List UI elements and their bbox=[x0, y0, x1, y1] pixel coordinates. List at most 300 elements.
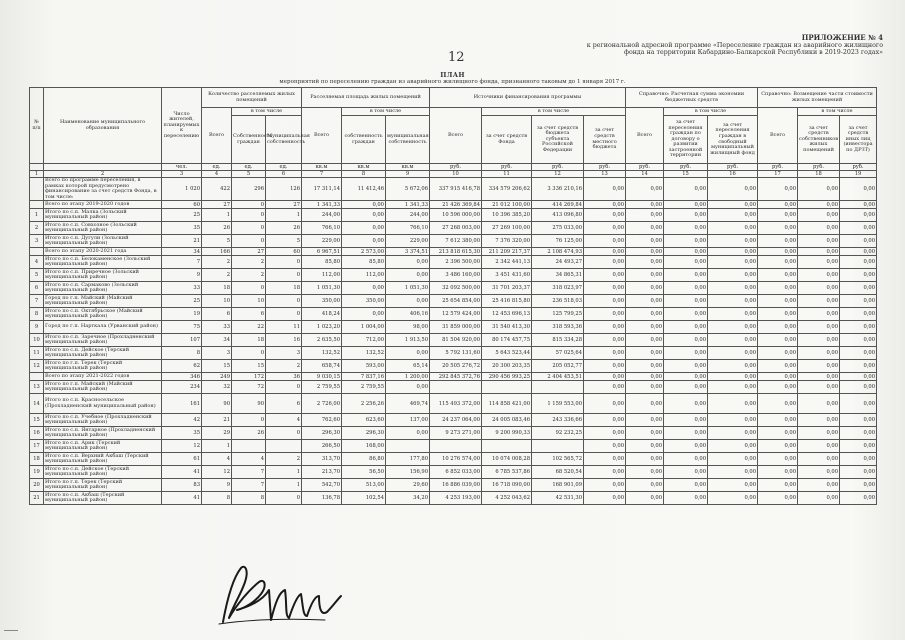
table-cell bbox=[482, 381, 532, 394]
table-cell: 350,00 bbox=[342, 295, 386, 308]
municipality-name: Город по г.п. Нарткала (Урванский район) bbox=[44, 321, 162, 334]
table-cell: 102 565,72 bbox=[532, 453, 584, 466]
column-number-cell: 5 bbox=[232, 171, 266, 178]
table-cell: 0,00 bbox=[798, 209, 840, 222]
municipality-name: Итого по с.п. Дейское (Терский муниципальный район) bbox=[44, 347, 162, 360]
table-cell: 290 456 993,25 bbox=[482, 373, 532, 381]
table-cell: 0,00 bbox=[798, 248, 840, 256]
table-cell: 17 311,14 bbox=[302, 178, 342, 201]
table-cell: 0,00 bbox=[664, 209, 708, 222]
column-number-cell: 12 bbox=[532, 171, 584, 178]
table-cell: 86,80 bbox=[342, 453, 386, 466]
table-cell: 0,00 bbox=[626, 414, 664, 427]
table-cell: 2 726,00 bbox=[302, 394, 342, 414]
table-cell: 712,00 bbox=[342, 334, 386, 347]
table-cell: 31 540 413,30 bbox=[482, 321, 532, 334]
table-cell: 0,00 bbox=[664, 479, 708, 492]
table-cell: 34 bbox=[162, 248, 202, 256]
table-cell: 34 865,31 bbox=[532, 269, 584, 282]
table-cell: 0,00 bbox=[664, 256, 708, 269]
table-cell: 12 453 696,13 bbox=[482, 308, 532, 321]
table-cell: 3 486 160,00 bbox=[430, 269, 482, 282]
table-cell: 156,90 bbox=[386, 466, 430, 479]
table-cell: 41 bbox=[162, 492, 202, 505]
table-row bbox=[30, 394, 877, 414]
table-cell: 0,00 bbox=[758, 269, 798, 282]
table-row bbox=[30, 466, 877, 479]
table-cell: 0,00 bbox=[708, 178, 758, 201]
table-cell: 0 bbox=[266, 269, 302, 282]
table-cell: 0,00 bbox=[758, 360, 798, 373]
table-cell: 0,00 bbox=[626, 256, 664, 269]
table-cell: 0,00 bbox=[584, 178, 626, 201]
table-cell: 337 915 416,78 bbox=[430, 178, 482, 201]
table-cell: 4 253 193,00 bbox=[430, 492, 482, 505]
table-cell: 16 bbox=[266, 334, 302, 347]
table-cell: 26 bbox=[266, 222, 302, 235]
table-cell: 0,00 bbox=[798, 222, 840, 235]
table-cell: 3 336 210,16 bbox=[532, 178, 584, 201]
column-number-cell: 14 bbox=[626, 171, 664, 178]
table-cell: 0,00 bbox=[840, 427, 877, 440]
table-cell: 0,00 bbox=[386, 427, 430, 440]
table-cell: 102,54 bbox=[342, 492, 386, 505]
table-cell: 0,00 bbox=[758, 308, 798, 321]
table-cell: 0,00 bbox=[664, 235, 708, 248]
table-cell: 0 bbox=[232, 201, 266, 209]
table-cell: 0,00 bbox=[708, 256, 758, 269]
unit-cell: ед. bbox=[202, 164, 232, 171]
table-cell: 1 bbox=[202, 209, 232, 222]
table-cell bbox=[430, 440, 482, 453]
column-number-cell: 17 bbox=[758, 171, 798, 178]
table-cell: 0,00 bbox=[758, 466, 798, 479]
table-cell: 10 276 574,00 bbox=[430, 453, 482, 466]
municipality-name: Итого по с.п. Октябрьское (Майский муниципальный район) bbox=[44, 308, 162, 321]
table-cell: 83 bbox=[162, 479, 202, 492]
table-cell: 125 799,25 bbox=[532, 308, 584, 321]
table-cell: 0,00 bbox=[584, 334, 626, 347]
table-cell: 0,00 bbox=[798, 256, 840, 269]
table-cell: 0,00 bbox=[584, 440, 626, 453]
table-cell: 2 bbox=[266, 360, 302, 373]
table-cell: 0,00 bbox=[626, 479, 664, 492]
table-cell: 90 bbox=[202, 394, 232, 414]
table-cell: 3 bbox=[202, 347, 232, 360]
column-number-cell: 9 bbox=[386, 171, 430, 178]
table-cell: 0,00 bbox=[708, 321, 758, 334]
table-cell: 10 bbox=[202, 295, 232, 308]
table-cell: 0,00 bbox=[664, 222, 708, 235]
table-cell: 623,60 bbox=[342, 414, 386, 427]
table-cell: 0,00 bbox=[626, 248, 664, 256]
table-cell: 0,00 bbox=[840, 453, 877, 466]
table-cell: 0,00 bbox=[708, 308, 758, 321]
table-cell: 7 bbox=[162, 256, 202, 269]
table-cell: 0,00 bbox=[798, 201, 840, 209]
table-cell: 0,00 bbox=[342, 209, 386, 222]
table-cell: 0,00 bbox=[798, 373, 840, 381]
table-cell: 0,00 bbox=[758, 427, 798, 440]
table-cell: 0,00 bbox=[584, 492, 626, 505]
table-row bbox=[30, 269, 877, 282]
table-cell: 0,00 bbox=[798, 360, 840, 373]
table-cell: 0,00 bbox=[840, 178, 877, 201]
table-cell: 132,52 bbox=[342, 347, 386, 360]
table-cell: 15 bbox=[202, 360, 232, 373]
table-cell: 0,00 bbox=[758, 414, 798, 427]
table-cell: 296,30 bbox=[302, 427, 342, 440]
table-cell: 80 174 457,75 bbox=[482, 334, 532, 347]
table-cell: 0,00 bbox=[708, 414, 758, 427]
table-cell: 0,00 bbox=[840, 334, 877, 347]
table-cell: 21 bbox=[162, 235, 202, 248]
unit-cell: руб. bbox=[532, 164, 584, 171]
table-cell: 0,00 bbox=[708, 453, 758, 466]
table-cell: 27 269 100,00 bbox=[482, 222, 532, 235]
table-cell: 249 bbox=[202, 373, 232, 381]
page-mark bbox=[4, 630, 18, 631]
municipality-name: Итого по с.п. Учебное (Прохладненский муниципальный район) bbox=[44, 414, 162, 427]
col-cost-fund: за счет средств Фонда bbox=[482, 116, 532, 164]
column-number-cell: 13 bbox=[584, 171, 626, 178]
col-own-citizens: Собственность граждан bbox=[232, 116, 266, 164]
table-cell: 42 531,30 bbox=[532, 492, 584, 505]
table-cell: 313,70 bbox=[302, 453, 342, 466]
table-cell: 0,00 bbox=[708, 201, 758, 209]
table-cell: 42 bbox=[162, 414, 202, 427]
table-cell: 0,00 bbox=[708, 479, 758, 492]
table-cell: 9 bbox=[162, 269, 202, 282]
col-name: Наименование муниципального образования bbox=[44, 88, 162, 164]
table-cell: 0,00 bbox=[840, 308, 877, 321]
table-cell: 0,00 bbox=[584, 256, 626, 269]
table-cell: 213 818 615,30 bbox=[430, 248, 482, 256]
table-cell: 0,00 bbox=[664, 269, 708, 282]
table-cell: 2 108 474,93 bbox=[532, 248, 584, 256]
table-cell: 0,00 bbox=[386, 295, 430, 308]
col-savings-total: Всего bbox=[626, 108, 664, 164]
table-cell: 14 bbox=[30, 394, 44, 414]
municipality-name: Итого по с.п. Белокаменское (Зольский муниципальный район) bbox=[44, 256, 162, 269]
table-cell: 2 bbox=[232, 256, 266, 269]
table-cell: 334 579 206,62 bbox=[482, 178, 532, 201]
table-cell: 0,00 bbox=[584, 269, 626, 282]
municipality-name: Итого по с.п. Акбаш (Терский муниципальный район) bbox=[44, 492, 162, 505]
table-cell: 9 200 990,33 bbox=[482, 427, 532, 440]
table-cell: 161 bbox=[162, 394, 202, 414]
table-cell: 229,00 bbox=[302, 235, 342, 248]
table-cell: 85,80 bbox=[302, 256, 342, 269]
table-cell: 0,00 bbox=[584, 360, 626, 373]
table-cell: 172 bbox=[232, 373, 266, 381]
table-cell: 0,00 bbox=[840, 209, 877, 222]
table-cell: 292 845 372,76 bbox=[430, 373, 482, 381]
table-cell: 0,00 bbox=[840, 282, 877, 295]
table-cell: 0,00 bbox=[840, 373, 877, 381]
table-cell: 10 396 385,20 bbox=[482, 209, 532, 222]
table-cell: 2 759,55 bbox=[302, 381, 342, 394]
table-cell: 296 bbox=[232, 178, 266, 201]
table-cell: 33 bbox=[162, 282, 202, 295]
table-cell: 3 bbox=[30, 235, 44, 248]
table-cell: 115 493 372,00 bbox=[430, 394, 482, 414]
table-cell: 0,00 bbox=[758, 381, 798, 394]
table-cell: 0,00 bbox=[798, 334, 840, 347]
table-cell: 0,00 bbox=[708, 381, 758, 394]
table-cell: 35 bbox=[162, 222, 202, 235]
municipality-name: Итого по г.п. Майский (Майский муниципальный район) bbox=[44, 381, 162, 394]
table-cell: 0,00 bbox=[626, 347, 664, 360]
table-cell: 6 852 033,00 bbox=[430, 466, 482, 479]
table-cell: 0,00 bbox=[708, 282, 758, 295]
table-cell: 0,00 bbox=[840, 466, 877, 479]
table-cell: 2 759,55 bbox=[342, 381, 386, 394]
column-number-cell: 19 bbox=[840, 171, 877, 178]
table-cell: 2 573,00 bbox=[342, 248, 386, 256]
table-row bbox=[30, 248, 877, 256]
table-cell: 166 bbox=[202, 248, 232, 256]
table-cell: 0,00 bbox=[664, 360, 708, 373]
table-cell: 0,00 bbox=[342, 222, 386, 235]
table-cell: 0,00 bbox=[626, 178, 664, 201]
table-cell: 0,00 bbox=[758, 235, 798, 248]
units-row bbox=[30, 164, 877, 171]
table-cell: 2 256,26 bbox=[342, 394, 386, 414]
table-cell: 0,00 bbox=[626, 235, 664, 248]
table-cell: 0,00 bbox=[584, 414, 626, 427]
table-cell: 0,00 bbox=[626, 453, 664, 466]
table-cell: 1 020 bbox=[162, 178, 202, 201]
table-cell: 7 376 320,00 bbox=[482, 235, 532, 248]
table-cell: 29 bbox=[202, 427, 232, 440]
table-cell: 20 300 203,35 bbox=[482, 360, 532, 373]
plan-subtitle: мероприятий по переселению граждан из аварийного жилищного фонда, признанного таковым до 1 января 2017 г. bbox=[279, 79, 626, 85]
table-cell: 17 bbox=[30, 440, 44, 453]
table-cell: 1 004,00 bbox=[342, 321, 386, 334]
table-row bbox=[30, 492, 877, 505]
table-cell: 177,80 bbox=[386, 453, 430, 466]
signature bbox=[215, 560, 345, 630]
table-cell: 0,00 bbox=[758, 394, 798, 414]
table-cell: 0,00 bbox=[708, 295, 758, 308]
table-cell bbox=[266, 440, 302, 453]
table-cell: 1 913,50 bbox=[386, 334, 430, 347]
column-number-cell: 4 bbox=[202, 171, 232, 178]
table-cell: 0,00 bbox=[664, 321, 708, 334]
table-cell: 0,00 bbox=[758, 492, 798, 505]
table-cell: 26 bbox=[202, 222, 232, 235]
table-cell: 418,24 bbox=[302, 308, 342, 321]
table-cell: 8 bbox=[162, 347, 202, 360]
col-comp-a: за счет средств собственников жилых помещений bbox=[798, 116, 840, 164]
table-row bbox=[30, 440, 877, 453]
unit-cell: руб. bbox=[482, 164, 532, 171]
table-cell: 2 396 500,00 bbox=[430, 256, 482, 269]
group-financing: Источники финансирования программы bbox=[430, 88, 626, 108]
table-cell: 20 505 276,72 bbox=[430, 360, 482, 373]
table-cell: 56,50 bbox=[342, 466, 386, 479]
municipality-name: Город по г.п. Майский (Майский муниципальный район) bbox=[44, 295, 162, 308]
table-cell: 12 579 424,00 bbox=[430, 308, 482, 321]
table-cell: 24 493,27 bbox=[532, 256, 584, 269]
page-number: 12 bbox=[448, 50, 465, 65]
table-cell: 0 bbox=[232, 414, 266, 427]
unit-cell: руб. bbox=[758, 164, 798, 171]
unit-cell: кв.м bbox=[302, 164, 342, 171]
table-cell: 10 bbox=[30, 334, 44, 347]
table-cell: 0,00 bbox=[798, 235, 840, 248]
table-cell bbox=[232, 440, 266, 453]
table-cell bbox=[482, 440, 532, 453]
table-row bbox=[30, 178, 877, 201]
table-cell: 0,00 bbox=[758, 209, 798, 222]
municipality-name: Итого по с.п. Арик (Терский муниципальный район) bbox=[44, 440, 162, 453]
table-row bbox=[30, 334, 877, 347]
table-cell: 57 025,64 bbox=[532, 347, 584, 360]
table-cell: 32 092 500,00 bbox=[430, 282, 482, 295]
municipality-name: Итого по с.п. Верхний Акбаш (Терский муниципальный район) bbox=[44, 453, 162, 466]
municipality-name: Итого по с.п. Приречное (Зольский муниципальный район) bbox=[44, 269, 162, 282]
table-cell: 24 237 064,00 bbox=[430, 414, 482, 427]
table-cell: 236 518,03 bbox=[532, 295, 584, 308]
table-cell: 1 bbox=[266, 466, 302, 479]
table-cell: 0,00 bbox=[664, 308, 708, 321]
table-cell: 9 bbox=[202, 479, 232, 492]
table-cell: 0,00 bbox=[386, 347, 430, 360]
table-cell: 5 672,06 bbox=[386, 178, 430, 201]
table-cell: 318 023,97 bbox=[532, 282, 584, 295]
table-cell: 0,00 bbox=[840, 414, 877, 427]
table-cell: 0,00 bbox=[758, 321, 798, 334]
table-cell bbox=[532, 440, 584, 453]
table-cell: 12 bbox=[202, 466, 232, 479]
table-cell: 0,00 bbox=[758, 295, 798, 308]
table-cell: 229,00 bbox=[386, 235, 430, 248]
column-number-cell: 7 bbox=[302, 171, 342, 178]
table-cell: 1 051,30 bbox=[386, 282, 430, 295]
col-cost-total: Всего bbox=[430, 108, 482, 164]
table-cell: 41 bbox=[162, 466, 202, 479]
table-cell: 11 412,46 bbox=[342, 178, 386, 201]
municipality-name: Итого по г.п. Терек (Терский муниципальный район) bbox=[44, 360, 162, 373]
table-cell: 0,00 bbox=[798, 466, 840, 479]
table-cell: 168 901,09 bbox=[532, 479, 584, 492]
table-cell: 0,00 bbox=[758, 248, 798, 256]
table-cell: 0,00 bbox=[584, 321, 626, 334]
plan-table bbox=[29, 87, 877, 505]
table-cell: 266,50 bbox=[302, 440, 342, 453]
table-cell: 0,00 bbox=[664, 178, 708, 201]
table-cell: 22 bbox=[232, 321, 266, 334]
table-cell: 2 bbox=[202, 269, 232, 282]
table-cell: 350,00 bbox=[302, 295, 342, 308]
table-cell: 406,16 bbox=[386, 308, 430, 321]
table-cell: 27 268 003,00 bbox=[430, 222, 482, 235]
table-cell: 1 200,00 bbox=[386, 373, 430, 381]
table-cell: 18 bbox=[232, 334, 266, 347]
table-cell: 8 bbox=[30, 308, 44, 321]
table-cell: 0,00 bbox=[798, 440, 840, 453]
column-number-cell: 6 bbox=[266, 171, 302, 178]
appendix-header bbox=[583, 34, 883, 57]
table-cell: 3 bbox=[266, 347, 302, 360]
table-cell: 1 159 553,00 bbox=[532, 394, 584, 414]
table-row bbox=[30, 295, 877, 308]
table-cell: 0,00 bbox=[664, 334, 708, 347]
table-cell: 0,00 bbox=[664, 453, 708, 466]
table-cell: 0,00 bbox=[840, 394, 877, 414]
plan-title: ПЛАН bbox=[440, 71, 465, 79]
table-cell: 766,10 bbox=[386, 222, 430, 235]
table-cell: 243 336,66 bbox=[532, 414, 584, 427]
table-cell: 0,00 bbox=[584, 394, 626, 414]
table-cell: 0,00 bbox=[798, 381, 840, 394]
table-cell: 7 bbox=[30, 295, 44, 308]
table-cell: 0,00 bbox=[840, 295, 877, 308]
appendix-line-2: фонда на территории Кабардино-Балкарской Республики в 2019-2023 годах» bbox=[624, 49, 883, 57]
municipality-name: Итого по с.п. Янтарное (Прохладненский муниципальный район) bbox=[44, 427, 162, 440]
table-cell: 2 bbox=[202, 256, 232, 269]
table-row bbox=[30, 209, 877, 222]
column-number-cell: 10 bbox=[430, 171, 482, 178]
table-cell: 0,00 bbox=[840, 492, 877, 505]
table-cell: 0,00 bbox=[584, 373, 626, 381]
table-cell: 0,00 bbox=[798, 453, 840, 466]
table-row bbox=[30, 321, 877, 334]
municipality-name: Всего по этапу 2021-2022 годов bbox=[44, 373, 162, 381]
table-cell: 2 635,50 bbox=[302, 334, 342, 347]
table-cell: 7 612 380,00 bbox=[430, 235, 482, 248]
table-cell: 0,00 bbox=[664, 492, 708, 505]
table-cell: 60 bbox=[266, 248, 302, 256]
col-no: № п/п bbox=[30, 88, 44, 164]
unit-cell: кв.м bbox=[386, 164, 430, 171]
column-number-cell: 18 bbox=[798, 171, 840, 178]
table-cell bbox=[386, 440, 430, 453]
table-cell: 0 bbox=[266, 492, 302, 505]
table-cell: 0,00 bbox=[626, 295, 664, 308]
table-cell: 0,00 bbox=[758, 440, 798, 453]
table-cell: 0,00 bbox=[584, 466, 626, 479]
municipality-name: Всего по этапу 2020-2021 года bbox=[44, 248, 162, 256]
table-cell: 68 520,54 bbox=[532, 466, 584, 479]
table-cell: 2 bbox=[30, 222, 44, 235]
table-cell: 0 bbox=[232, 235, 266, 248]
table-cell: 296,30 bbox=[342, 427, 386, 440]
unit-cell bbox=[30, 164, 44, 171]
table-cell: 0,00 bbox=[840, 235, 877, 248]
table-cell: 5 792 131,60 bbox=[430, 347, 482, 360]
municipality-name: Всего по этапу 2019-2020 годов bbox=[44, 201, 162, 209]
table-cell: 0,00 bbox=[708, 248, 758, 256]
table-cell: 658,74 bbox=[302, 360, 342, 373]
table-cell: 6 bbox=[266, 394, 302, 414]
table-cell: 1 bbox=[30, 209, 44, 222]
table-cell: 2 342 441,13 bbox=[482, 256, 532, 269]
table-cell: 0,00 bbox=[342, 235, 386, 248]
table-cell: 0,00 bbox=[664, 248, 708, 256]
table-cell: 0,00 bbox=[708, 209, 758, 222]
table-cell: 244,00 bbox=[302, 209, 342, 222]
municipality-name: Итого по с.п. Красносельское (Прохладненский муниципальный район) bbox=[44, 394, 162, 414]
table-cell: 31 701 203,37 bbox=[482, 282, 532, 295]
table-cell: 16 718 090,00 bbox=[482, 479, 532, 492]
table-cell: 7 bbox=[232, 479, 266, 492]
table-cell: 1 051,30 bbox=[302, 282, 342, 295]
table-cell: 1 bbox=[266, 479, 302, 492]
table-cell: 0,00 bbox=[664, 282, 708, 295]
